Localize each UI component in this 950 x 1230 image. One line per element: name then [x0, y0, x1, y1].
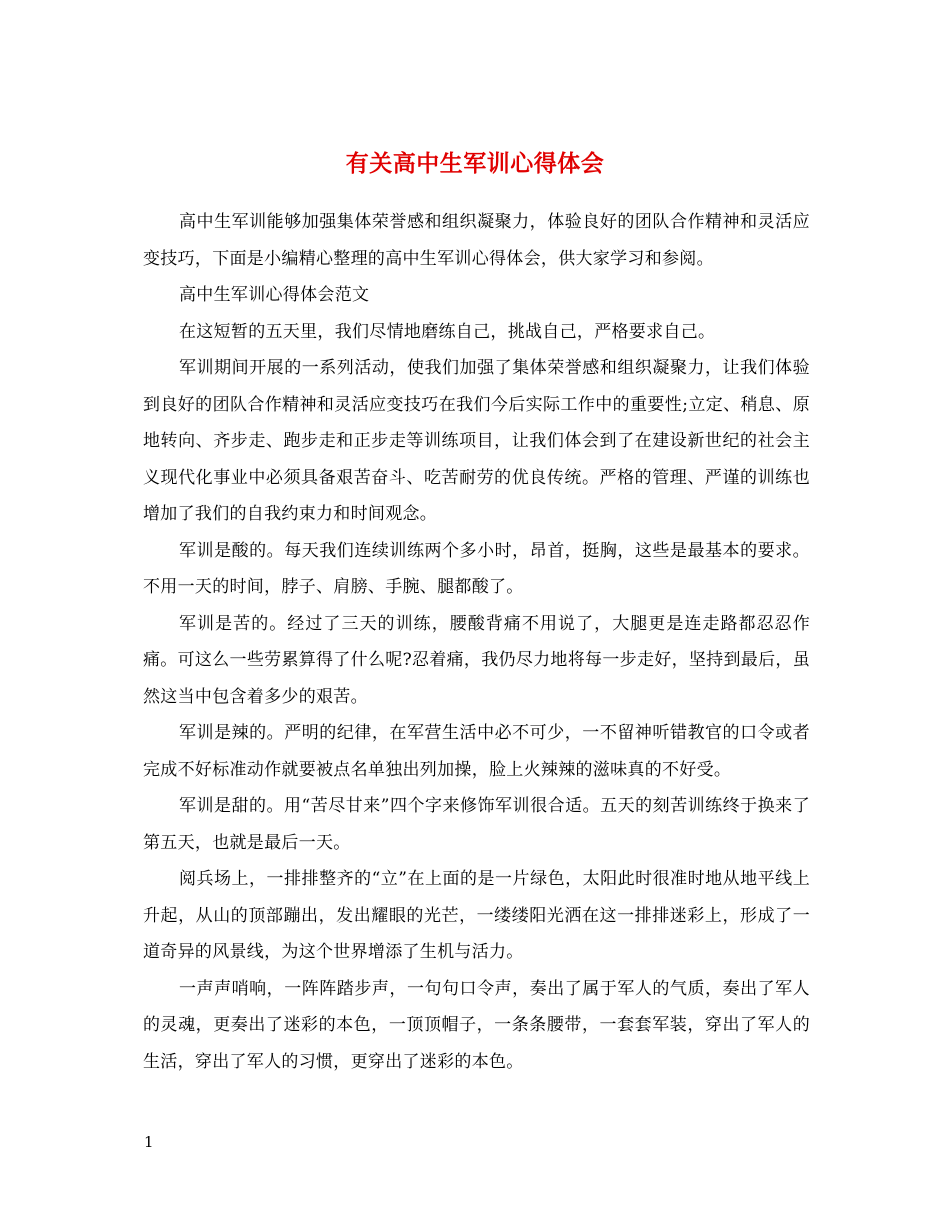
paragraph: 阅兵场上，一排排整齐的“立”在上面的是一片绿色，太阳此时很准时地从地平线上升起，从山的顶部蹦出，发出耀眼的光芒，一缕缕阳光洒在这一排排迷彩上，形成了一道奇异的风景线，为这个世界增添了生机与活力。	[143, 869, 810, 962]
paragraph-subheading: 高中生军训心得体会范文	[179, 285, 370, 305]
paragraph: 军训是苦的。经过了三天的训练，腰酸背痛不用说了，大腿更是连走路都忍忍作痛。可这么一些劳累算得了什么呢?忍着痛，我仍尽力地将每一步走好，坚持到最后，虽然这当中包含着多少的艰苦。	[143, 613, 810, 707]
paragraph: 军训期间开展的一系列活动，使我们加强了集体荣誉感和组织凝聚力，让我们体验到良好的团队合作精神和灵活应变技巧在我们今后实际工作中的重要性;立定、稍息、原地转向、齐步走、跑步走和正步走等训练项目，让我们体会到了在建设新世纪的社会主义现代化事业中必须具备艰苦奋斗、吃苦耐劳的优良传统。严格的管理、严谨的训练也增加了我们的自我约束力和时间观念。	[143, 358, 810, 524]
page-number: 1	[144, 1133, 154, 1151]
document-body	[143, 204, 810, 1080]
paragraph: 军训是辣的。严明的纪律，在军营生活中必不可少，一不留神听错教官的口令或者完成不好标准动作就要被点名单独出列加操，脸上火辣辣的滋味真的不好受。	[143, 723, 810, 780]
paragraph-intro: 高中生军训能够加强集体荣誉感和组织凝聚力，体验良好的团队合作精神和灵活应变技巧，下面是小编精心整理的高中生军训心得体会，供大家学习和参阅。	[143, 212, 810, 269]
paragraph: 军训是酸的。每天我们连续训练两个多小时，昂首，挺胸，这些是最基本的要求。不用一天的时间，脖子、肩膀、手腕、腿都酸了。	[143, 540, 810, 597]
paragraph: 军训是甜的。用“苦尽甘来”四个字来修饰军训很合适。五天的刻苦训练终于换来了第五天，也就是最后一天。	[143, 796, 810, 853]
paragraph: 一声声哨响，一阵阵踏步声，一句句口令声，奏出了属于军人的气质，奏出了军人的灵魂，更奏出了迷彩的本色，一顶顶帽子，一条条腰带，一套套军装，穿出了军人的生活，穿出了军人的习惯，更穿出了迷彩的本色。	[143, 978, 810, 1072]
paragraph: 在这短暂的五天里，我们尽情地磨练自己，挑战自己，严格要求自己。	[179, 321, 716, 342]
document-title: 有关高中生军训心得体会	[345, 150, 605, 178]
